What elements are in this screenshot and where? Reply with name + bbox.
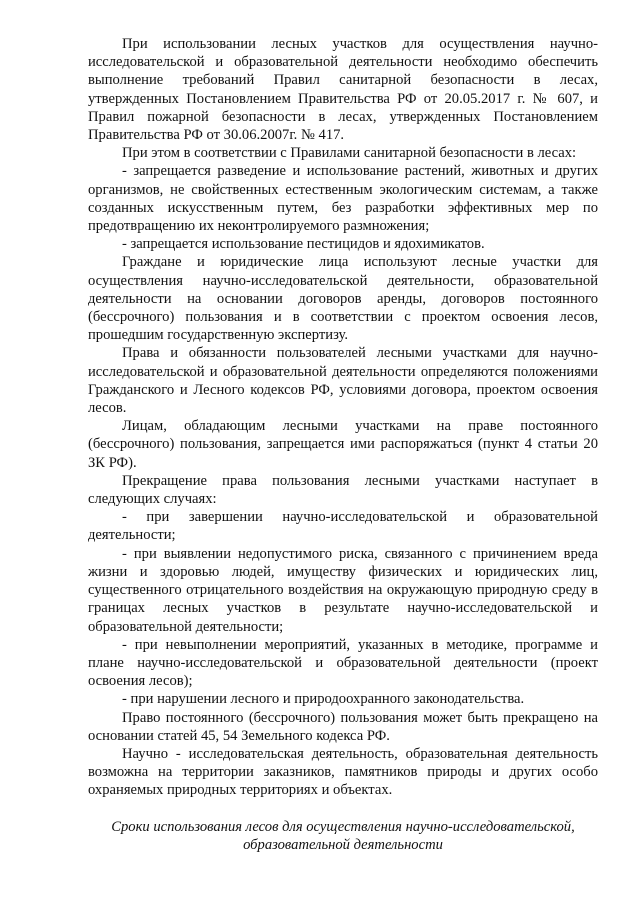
list-item-completion: - при завершении научно-исследовательской и образовательной деятельности; (88, 509, 598, 544)
list-item-organisms-ban: - запрещается разведение и использование растений, животных и других организмов, не свойственных естественным экологическим системам, а также созданных искусственным путем, без разработки эффективных мер по предотвращению их неконтролируемого размножения; (88, 163, 598, 235)
paragraph-disposal-ban: Лицам, обладающим лесными участками на праве постоянного (бессрочного) пользования, запрещается ими распоряжаться (пункт 4 статьи 20 ЗК РФ). (88, 418, 598, 471)
paragraph-sanitary-intro: При этом в соответствии с Правилами санитарной безопасности в лесах: (122, 145, 577, 162)
paragraph-rights-obligations: Права и обязанности пользователей лесными участками для научно-исследовательской и образовательной деятельности определяются положениями Гражданского и Лесного кодексов РФ, условиями договора, проектом освоения лесов. (88, 345, 598, 417)
list-item-pesticides-ban: - запрещается использование пестицидов и ядохимикатов. (122, 236, 485, 253)
paragraph-land-use-basis: Граждане и юридические лица используют лесные участки для осуществления научно-исследовательской деятельности, образовательной деятельности на основании договоров аренды, договоров постоянного (бессрочного) пользования и в соответствии с проектом освоения лесов, прошедшим государственную экспертизу. (88, 254, 598, 344)
list-item-law-violation: - при нарушении лесного и природоохранного законодательства. (122, 691, 525, 708)
paragraph-termination-intro: Прекращение права пользования лесными участками наступает в следующих случаях: (88, 472, 598, 508)
paragraph-protected-areas: Научно - исследовательская деятельность, образовательная деятельность возможна на территории заказников, памятников природы и других особо охраняемых природных территориях и объектах. (88, 745, 598, 799)
paragraph-sanitary-fire-rules: При использовании лесных участков для осуществления научно-исследовательской и образовательной деятельности необходимо обеспечить выполнение требований Правил санитарной безопасности в лесах, утвержденных Постановлением Правительства РФ от 20.05.2017 г. № 607, и Правил пожарной безопасности в лесах, утвержденных Постановлением Правительства РФ от 30.06.2007г. № 417. (88, 36, 598, 144)
list-item-unacceptable-risk: - при выявлении недопустимого риска, связанного с причинением вреда жизни и здоровью людей, имуществу физических и юридических лиц, существенного отрицательного воздействия на окружающую природную среду в границах лесных участков в результате научно-исследовательской и образовательной деятельности; (88, 545, 598, 635)
paragraph-termination-grounds: Право постоянного (бессрочного) пользования может быть прекращено на основании статей 45, 54 Земельного кодекса РФ. (88, 709, 598, 744)
document-page (88, 35, 598, 854)
list-item-non-fulfillment: - при невыполнении мероприятий, указанных в методике, программе и плане научно-исследовательской и образовательной деятельности (проект освоения лесов); (88, 636, 598, 690)
section-heading: Сроки использования лесов для осуществления научно-исследовательской, образовательной деятельности (111, 818, 575, 853)
